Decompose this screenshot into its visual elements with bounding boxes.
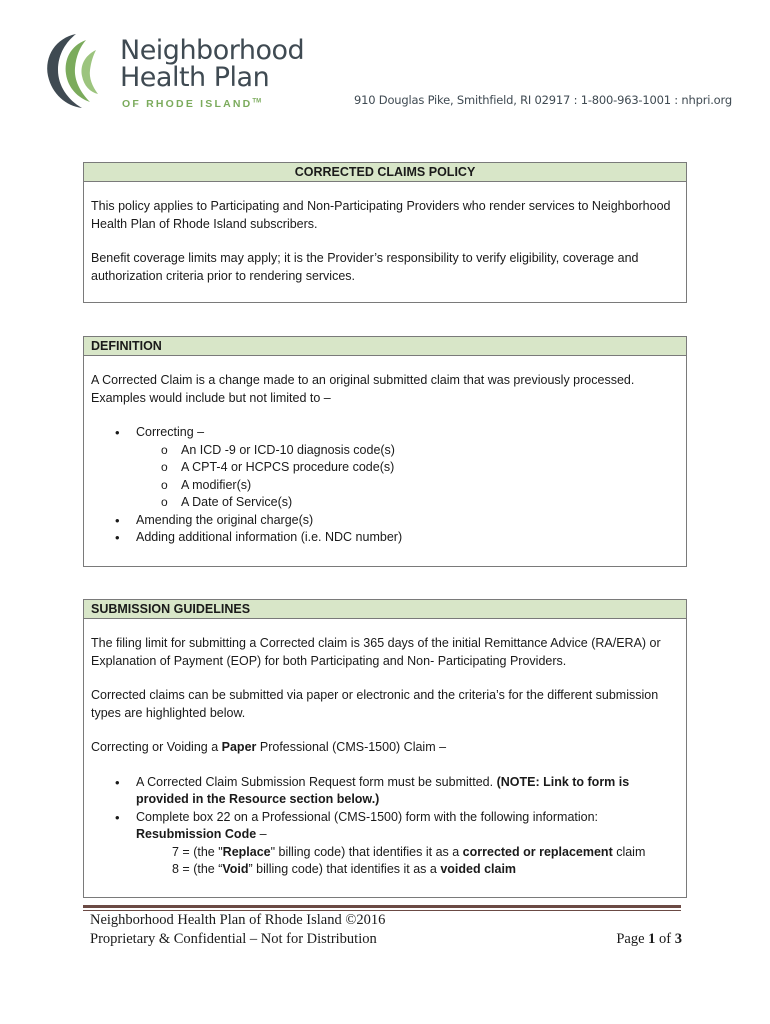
nhpri-logo xyxy=(42,30,305,112)
list-item: • Adding additional information (i.e. NDC number) xyxy=(91,529,679,547)
page-footer xyxy=(90,911,682,949)
definition-paragraph: A Corrected Claim is a change made to an original submitted claim that was previously processed. Examples would include but not limited to – xyxy=(91,373,635,405)
correcting-sublist xyxy=(136,442,679,512)
definition-title: DEFINITION xyxy=(84,337,686,356)
policy-section xyxy=(83,162,687,303)
footer-rule-thick xyxy=(83,905,681,908)
sub-list-item: o An ICD -9 or ICD-10 diagnosis code(s) xyxy=(136,442,679,460)
sub-list-item: o A Date of Service(s) xyxy=(136,494,679,512)
page-number: Page 1 of 3 xyxy=(616,931,682,947)
submission-title: SUBMISSION GUIDELINES xyxy=(84,600,686,619)
submission-list xyxy=(91,774,679,844)
policy-paragraph-2: Benefit coverage limits may apply; it is the Provider’s responsibility to verify eligibility, coverage and authorization criteria prior to rendering services. xyxy=(91,251,639,283)
submission-paragraph-3: Correcting or Voiding a Paper Professional (CMS-1500) Claim – xyxy=(91,740,447,754)
header-address: 910 Douglas Pike, Smithfield, RI 02917 : 1-800-963-1001 : nhpri.org xyxy=(354,93,732,107)
logo-text-line1: Neighborhood xyxy=(120,35,305,66)
submission-paragraph-1: The filing limit for submitting a Corrected claim is 365 days of the initial Remittance Advice (RA/ERA) or Explanation of Payment (EOP) for both Participating and Non- Participating Providers. xyxy=(91,636,661,668)
policy-title: CORRECTED CLAIMS POLICY xyxy=(84,163,686,182)
definition-list xyxy=(91,424,679,547)
logo-subtitle: OF RHODE ISLAND™ xyxy=(122,98,262,110)
logo-mark-icon xyxy=(42,30,116,110)
submission-section xyxy=(83,599,687,898)
list-item: • Complete box 22 on a Professional (CMS-1500) form with the following information: Resubmission Code – xyxy=(91,809,679,844)
sub-list-item: o A modifier(s) xyxy=(136,477,679,495)
resubmission-code-7: 7 = (the "Replace" billing code) that identifies it as a corrected or replacement claim xyxy=(172,844,646,859)
footer-copyright: Neighborhood Health Plan of Rhode Island ©2016 xyxy=(90,912,386,928)
sub-list-item: o A CPT-4 or HCPCS procedure code(s) xyxy=(136,459,679,477)
definition-section xyxy=(83,336,687,567)
trademark-mark: TM xyxy=(252,98,262,105)
submission-paragraph-2: Corrected claims can be submitted via paper or electronic and the criteria’s for the different submission types are highlighted below. xyxy=(91,688,659,720)
list-item: • A Corrected Claim Submission Request form must be submitted. (NOTE: Link to form is provided in the Resource section below.) xyxy=(91,774,679,809)
list-item-text: Correcting – xyxy=(136,425,205,439)
resubmission-code-8: 8 = (the “Void” billing code) that identifies it as a voided claim xyxy=(172,862,517,876)
logo-text-line2: Health Plan xyxy=(120,62,270,93)
list-item: • Amending the original charge(s) xyxy=(91,512,679,530)
policy-paragraph-1: This policy applies to Participating and Non-Participating Providers who render services to Neighborhood Health Plan of Rhode Island subscribers. xyxy=(91,199,671,231)
footer-confidential: Proprietary & Confidential – Not for Distribution xyxy=(90,931,377,947)
list-item xyxy=(91,424,679,512)
